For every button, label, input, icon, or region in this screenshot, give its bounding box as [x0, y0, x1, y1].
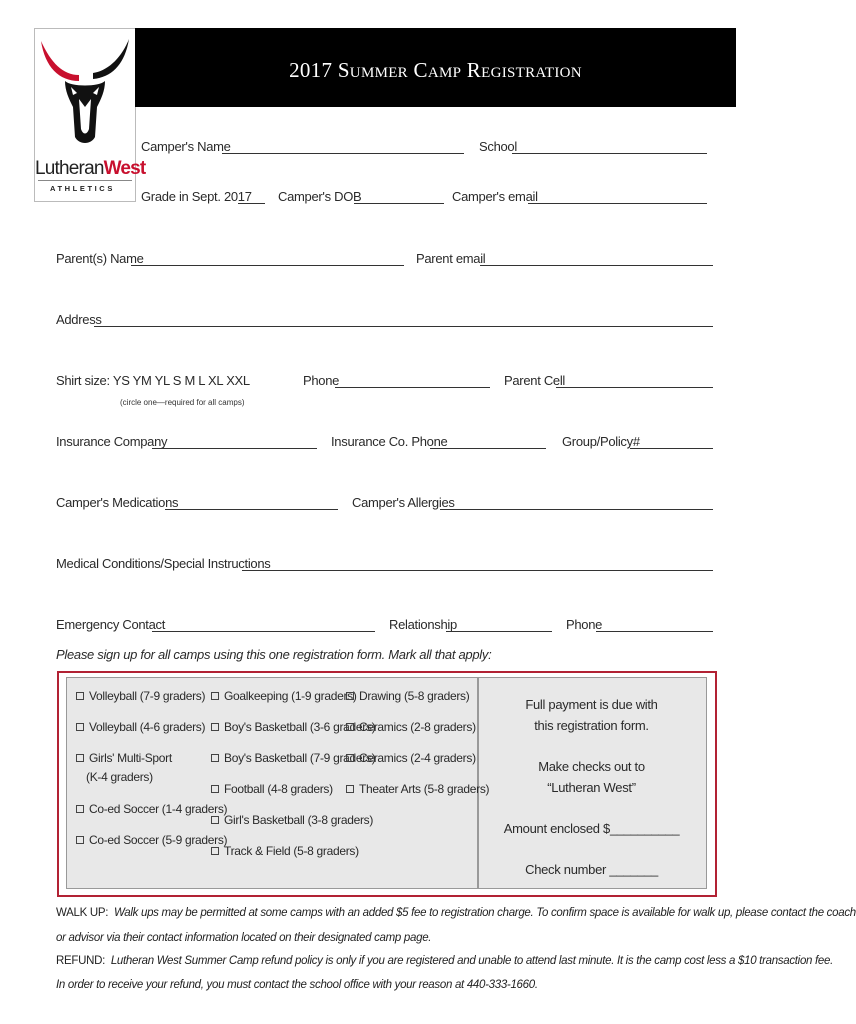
grade-field[interactable]: [238, 203, 265, 204]
address-label: Address: [56, 312, 102, 327]
walkup-policy-line1: WALK UP: Walk ups may be permitted at some camps with an added $5 fee to registration charge. To confirm space is available for walk up, please contact the coach: [56, 907, 856, 919]
camp-checkbox-volleyball-7-9[interactable]: Volleyball (7-9 graders): [76, 689, 205, 703]
checkbox-icon[interactable]: [346, 692, 354, 700]
phone-label: Phone: [303, 373, 340, 388]
emergency-phone-field[interactable]: [596, 631, 713, 632]
phone-field[interactable]: [335, 387, 490, 388]
page-title: 2017 Summer Camp Registration: [289, 58, 582, 82]
checks-payable-line2: “Lutheran West”: [547, 780, 636, 795]
checkbox-icon[interactable]: [211, 692, 219, 700]
camp-checkbox-coed-soccer-1-4[interactable]: Co-ed Soccer (1-4 graders): [76, 802, 227, 816]
email-field[interactable]: [528, 203, 707, 204]
logo-divider: [38, 180, 132, 181]
payment-note-line1: Full payment is due with: [525, 697, 658, 712]
emergency-contact-label: Emergency Contact: [56, 617, 166, 632]
camp-checkbox-track-field[interactable]: Track & Field (5-8 graders): [211, 844, 359, 858]
medical-conditions-label: Medical Conditions/Special Instructions: [56, 556, 271, 571]
camp-checkbox-volleyball-4-6[interactable]: Volleyball (4-6 graders): [76, 720, 205, 734]
camp-checkbox-goalkeeping[interactable]: Goalkeeping (1-9 graders): [211, 689, 357, 703]
checkbox-icon[interactable]: [211, 816, 219, 824]
checkbox-icon[interactable]: [346, 754, 354, 762]
school-field[interactable]: [512, 153, 707, 154]
checkbox-icon[interactable]: [346, 723, 354, 731]
refund-policy-line2: In order to receive your refund, you must contact the school office with your reason at 440-333-1660.: [56, 979, 538, 991]
check-number-field[interactable]: Check number _______: [525, 862, 658, 877]
medications-field[interactable]: [165, 509, 338, 510]
checkbox-icon[interactable]: [346, 785, 354, 793]
checkbox-icon[interactable]: [211, 785, 219, 793]
parents-name-field[interactable]: [131, 265, 404, 266]
checkbox-icon[interactable]: [76, 692, 84, 700]
refund-policy-line1: REFUND: Lutheran West Summer Camp refund policy is only if you are registered and unable to attend last minute. It is the camp cost less a $10 transaction fee.: [56, 955, 834, 967]
camp-checkbox-drawing[interactable]: Drawing (5-8 graders): [346, 689, 469, 703]
emergency-contact-field[interactable]: [152, 631, 375, 632]
allergies-label: Camper's Allergies: [352, 495, 455, 510]
parents-name-label: Parent(s) Name: [56, 251, 144, 266]
payment-note-line2: this registration form.: [534, 718, 649, 733]
insurance-company-field[interactable]: [152, 448, 317, 449]
camp-checkbox-coed-soccer-5-9[interactable]: Co-ed Soccer (5-9 graders): [76, 833, 227, 847]
emergency-phone-label: Phone: [566, 617, 603, 632]
campers-name-field[interactable]: [222, 153, 464, 154]
relationship-label: Relationship: [389, 617, 457, 632]
insurance-phone-label: Insurance Co. Phone: [331, 434, 448, 449]
allergies-field[interactable]: [440, 509, 713, 510]
logo-wordmark: LutheranWest: [35, 158, 146, 179]
checkbox-icon[interactable]: [76, 805, 84, 813]
group-policy-label: Group/Policy#: [562, 434, 640, 449]
walkup-policy-line2: or advisor via their contact information located on their designated camp page.: [56, 932, 432, 944]
checkbox-icon[interactable]: [76, 754, 84, 762]
camp-checkbox-girls-basketball[interactable]: Girl's Basketball (3-8 graders): [211, 813, 373, 827]
grade-label: Grade in Sept. 2017: [141, 189, 252, 204]
camp-checkbox-boys-basketball-7-9[interactable]: Boy's Basketball (7-9 graders): [211, 751, 375, 765]
logo-tagline: ATHLETICS: [50, 184, 115, 193]
camp-checkbox-ceramics-2-4[interactable]: Ceramics (2-4 graders): [346, 751, 476, 765]
medical-conditions-field[interactable]: [242, 570, 713, 571]
bull-head-icon: [35, 29, 135, 159]
address-field[interactable]: [94, 326, 713, 327]
checkbox-icon[interactable]: [76, 723, 84, 731]
checkbox-icon[interactable]: [76, 836, 84, 844]
medications-label: Camper's Medications: [56, 495, 179, 510]
checkbox-icon[interactable]: [211, 723, 219, 731]
checks-payable-line1: Make checks out to: [538, 759, 645, 774]
parent-email-field[interactable]: [480, 265, 713, 266]
camp-checkbox-football[interactable]: Football (4-8 graders): [211, 782, 333, 796]
camp-checkbox-theater-arts[interactable]: Theater Arts (5-8 graders): [346, 782, 489, 796]
shirt-size-note: (circle one—required for all camps): [120, 398, 245, 407]
relationship-field[interactable]: [446, 631, 552, 632]
parent-cell-label: Parent Cell: [504, 373, 566, 388]
shirt-size-label: Shirt size: YS YM YL S M L XL XXL: [56, 373, 250, 388]
group-policy-field[interactable]: [630, 448, 713, 449]
checkbox-icon[interactable]: [211, 754, 219, 762]
camp-checkbox-girls-multi-sport[interactable]: Girls' Multi-Sport: [76, 751, 172, 765]
camp-checkbox-boys-basketball-3-6[interactable]: Boy's Basketball (3-6 graders): [211, 720, 375, 734]
dob-label: Camper's DOB: [278, 189, 362, 204]
camp-checkbox-ceramics-2-8[interactable]: Ceramics (2-8 graders): [346, 720, 476, 734]
parent-cell-field[interactable]: [556, 387, 713, 388]
insurance-company-label: Insurance Company: [56, 434, 168, 449]
email-label: Camper's email: [452, 189, 538, 204]
camp-grade-note: (K-4 graders): [86, 770, 153, 784]
checkbox-icon[interactable]: [211, 847, 219, 855]
insurance-phone-field[interactable]: [430, 448, 546, 449]
campers-name-label: Camper's Name: [141, 139, 231, 154]
parent-email-label: Parent email: [416, 251, 486, 266]
amount-enclosed-field[interactable]: Amount enclosed $__________: [503, 821, 680, 836]
camps-instruction: Please sign up for all camps using this one registration form. Mark all that apply:: [56, 647, 492, 662]
school-label: School: [479, 139, 517, 154]
dob-field[interactable]: [354, 203, 444, 204]
